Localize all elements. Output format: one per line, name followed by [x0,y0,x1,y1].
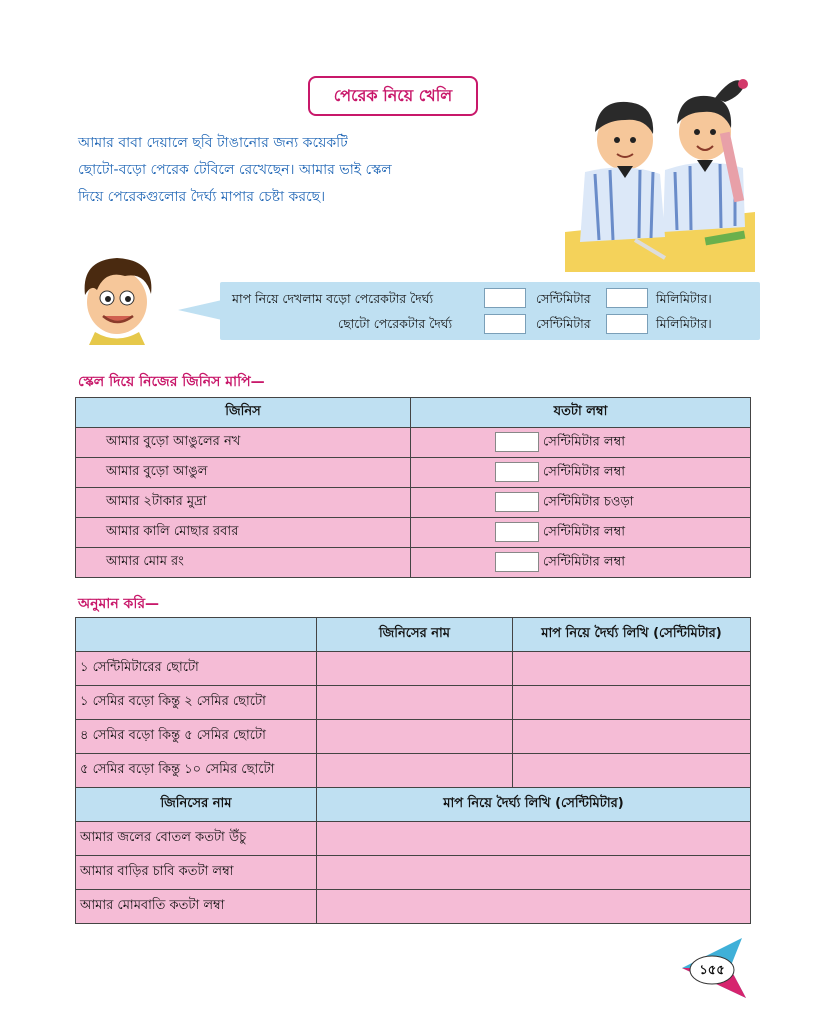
item-name-cell[interactable] [317,754,513,788]
table-row [76,822,751,856]
item-cell: আমার কালি মোছার রবার [76,518,411,548]
item-name-cell[interactable] [317,720,513,754]
speech-bubble-tail [178,300,222,320]
unit-label: সেন্টিমিটার লম্বা [543,464,625,480]
measure-table [75,397,751,578]
table-row [76,458,751,488]
unit-mm: মিলিমিটার। [656,316,712,331]
column-header: জিনিস [76,398,411,428]
length-cell[interactable] [513,652,751,686]
length-cell[interactable] [317,890,751,924]
answer-box[interactable] [495,432,539,452]
answer-box[interactable] [606,314,648,334]
length-cell [411,488,751,518]
intro-paragraph [78,130,478,211]
table-row [76,720,751,754]
range-cell: ৪ সেমির বড়ো কিন্তু ৫ সেমির ছোটো [76,720,317,754]
item-cell: আমার জলের বোতল কতটা উঁচু [76,822,317,856]
answer-box[interactable] [495,522,539,542]
column-header [76,618,317,652]
table-row [76,686,751,720]
unit-cm: সেন্টিমিটার [536,316,591,331]
column-header: যতটা লম্বা [411,398,751,428]
table-row [76,428,751,458]
bubble-line-2: ছোটো পেরেকটার দৈর্ঘ্য [338,316,453,331]
item-cell: আমার বুড়ো আঙুল [76,458,411,488]
unit-cm: সেন্টিমিটার [536,291,591,306]
column-header: মাপ নিয়ে দৈর্ঘ্য লিখি (সেন্টিমিটার) [513,618,751,652]
intro-line: ছোটো-বড়ো পেরেক টেবিলে রেখেছেন। আমার ভাই স্কেল [78,162,392,178]
length-cell [411,458,751,488]
length-cell[interactable] [513,686,751,720]
unit-label: সেন্টিমিটার চওড়া [543,494,634,510]
column-header: জিনিসের নাম [76,788,317,822]
length-cell[interactable] [513,754,751,788]
speech-bubble [220,282,760,340]
item-cell: আমার মোম রং [76,548,411,578]
section-heading-estimate: অনুমান করি— [78,596,160,612]
answer-box[interactable] [606,288,648,308]
children-measuring-illustration [565,62,755,272]
table-row [76,518,751,548]
boy-character-illustration [75,250,165,345]
page-number: ১৫৫ [699,963,725,978]
length-cell [411,518,751,548]
unit-mm: মিলিমিটার। [656,291,712,306]
table-row [76,488,751,518]
column-header: মাপ নিয়ে দৈর্ঘ্য লিখি (সেন্টিমিটার) [317,788,751,822]
bubble-line-1: মাপ নিয়ে দেখলাম বড়ো পেরেকটার দৈর্ঘ্য [232,291,434,306]
intro-line: আমার বাবা দেয়ালে ছবি টাঙানোর জন্য কয়েকটি [78,135,348,151]
page-number-badge [680,938,746,998]
item-name-cell[interactable] [317,652,513,686]
table-row [76,754,751,788]
item-cell: আমার মোমবাতি কতটা লম্বা [76,890,317,924]
section-heading-measure: স্কেল দিয়ে নিজের জিনিস মাপি— [78,374,265,390]
page-title: পেরেক নিয়ে খেলি [308,76,478,116]
answer-box[interactable] [495,492,539,512]
table-row [76,652,751,686]
table-row [76,856,751,890]
length-cell[interactable] [513,720,751,754]
table-row [76,890,751,924]
answer-box[interactable] [495,552,539,572]
answer-box[interactable] [484,288,526,308]
item-cell: আমার বুড়ো আঙুলের নখ [76,428,411,458]
intro-line: দিয়ে পেরেকগুলোর দৈর্ঘ্য মাপার চেষ্টা করছে। [78,189,326,205]
answer-box[interactable] [484,314,526,334]
answer-box[interactable] [495,462,539,482]
table-row [76,548,751,578]
range-cell: ১ সেন্টিমিটারের ছোটো [76,652,317,686]
unit-label: সেন্টিমিটার লম্বা [543,434,625,450]
item-name-cell[interactable] [317,686,513,720]
length-cell[interactable] [317,822,751,856]
estimate-table [75,617,751,924]
item-cell: আমার বাড়ির চাবি কতটা লম্বা [76,856,317,890]
unit-label: সেন্টিমিটার লম্বা [543,524,625,540]
length-cell [411,548,751,578]
range-cell: ১ সেমির বড়ো কিন্তু ২ সেমির ছোটো [76,686,317,720]
length-cell[interactable] [317,856,751,890]
length-cell [411,428,751,458]
item-cell: আমার ২টাকার মুদ্রা [76,488,411,518]
unit-label: সেন্টিমিটার লম্বা [543,554,625,570]
column-header: জিনিসের নাম [317,618,513,652]
range-cell: ৫ সেমির বড়ো কিন্তু ১০ সেমির ছোটো [76,754,317,788]
